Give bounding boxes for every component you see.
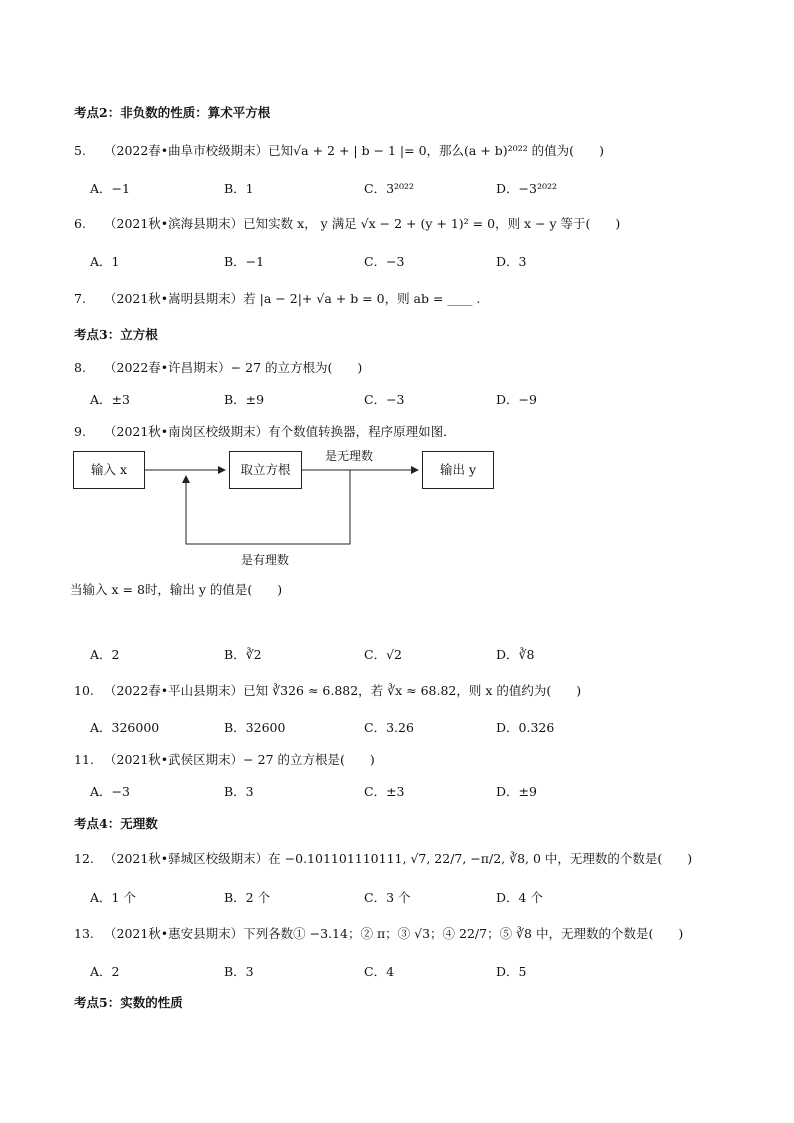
q10-option-b: B．32600 (224, 720, 286, 735)
question-5 (74, 141, 604, 159)
question-9-prompt: 当输入 x = 8时，输出 y 的值是( ) (70, 582, 283, 597)
q12-option-b: B．2 个 (224, 890, 271, 905)
question-number: 12. (74, 851, 94, 866)
question-text: （2021秋•驿城区校级期末）在 −0.101101110111, √7, 22/7, −π/2, ∛8, 0 中，无理数的个数是( ) (104, 851, 693, 866)
q11-option-a: A．−3 (90, 784, 130, 799)
section-heading-3: 考点3：立方根 (74, 327, 158, 342)
input-box: 输入 x (73, 451, 145, 489)
question-number: 6. (74, 216, 86, 231)
label-irrational: 是无理数 (325, 449, 374, 463)
q13-option-d: D．5 (496, 964, 527, 979)
output-box: 输出 y (422, 451, 494, 489)
q5-option-a: A．−1 (90, 181, 130, 196)
q8-option-b: B．±9 (224, 392, 265, 407)
section-heading-2: 考点2：非负数的性质：算术平方根 (74, 105, 271, 120)
question-number: 8. (74, 360, 86, 375)
q8-option-c: C．−3 (364, 392, 405, 407)
q8-option-d: D．−9 (496, 392, 537, 407)
question-text: （2022春•平山县期末）已知 ∛326 ≈ 6.882，若 ∛x ≈ 68.82，则 x 的值约为( ) (104, 683, 582, 698)
q9-option-a: A．2 (90, 647, 120, 662)
question-number: 7. (74, 291, 86, 306)
q11-option-d: D．±9 (496, 784, 537, 799)
q13-option-c: C．4 (364, 964, 395, 979)
q6-option-b: B．−1 (224, 254, 265, 269)
question-10 (74, 681, 581, 699)
q9-option-d: D．∛8 (496, 647, 535, 662)
q12-option-a: A．1 个 (90, 890, 136, 905)
q6-option-c: C．−3 (364, 254, 405, 269)
q5-option-b: B．1 (224, 181, 254, 196)
q11-option-c: C．±3 (364, 784, 405, 799)
label-rational: 是有理数 (241, 553, 290, 567)
q12-option-d: D．4 个 (496, 890, 543, 905)
question-number: 13. (74, 926, 94, 941)
question-text: （2021秋•嵩明县期末）若 |a − 2|+ √a + b = 0，则 ab = ____ . (104, 291, 481, 306)
question-number: 11. (74, 752, 94, 767)
q13-option-b: B．3 (224, 964, 254, 979)
question-number: 5. (74, 143, 86, 158)
section-heading-4: 考点4：无理数 (74, 816, 158, 831)
q11-option-b: B．3 (224, 784, 254, 799)
question-text: （2021秋•武侯区期末）− 27 的立方根是( ) (104, 752, 375, 767)
q5-option-c: C．3²⁰²² (364, 181, 415, 196)
question-8 (74, 358, 362, 376)
q6-option-d: D．3 (496, 254, 527, 269)
q10-option-d: D．0.326 (496, 720, 555, 735)
question-text: （2021秋•惠安县期末）下列各数① −3.14；② π；③ √3；④ 22/7；⑤ ∛8 中，无理数的个数是( ) (104, 926, 684, 941)
question-6 (74, 214, 620, 232)
q5-option-d: D．−3²⁰²² (496, 181, 557, 196)
question-13 (74, 924, 683, 942)
q6-option-a: A．1 (90, 254, 120, 269)
cube-root-box: 取立方根 (229, 451, 302, 489)
question-text: （2021秋•滨海县期末）已知实数 x， y 满足 √x − 2 + (y + 1)² = 0，则 x − y 等于( ) (104, 216, 621, 231)
q9-option-b: B．∛2 (224, 647, 262, 662)
question-number: 10. (74, 683, 94, 698)
section-heading-5: 考点5：实数的性质 (74, 995, 183, 1010)
question-text: （2021秋•南岗区校级期末）有个数值转换器，程序原理如图． (104, 424, 456, 439)
q13-option-a: A．2 (90, 964, 120, 979)
q10-option-c: C．3.26 (364, 720, 414, 735)
q12-option-c: C．3 个 (364, 890, 411, 905)
q8-option-a: A．±3 (90, 392, 130, 407)
question-7 (74, 289, 480, 307)
q10-option-a: A．326000 (90, 720, 160, 735)
question-text: （2022春•许昌期末）− 27 的立方根为( ) (104, 360, 363, 375)
q9-option-c: C．√2 (364, 647, 402, 662)
question-12 (74, 849, 692, 867)
question-9 (74, 422, 456, 440)
question-number: 9. (74, 424, 86, 439)
question-11 (74, 750, 375, 768)
question-text: （2022春•曲阜市校级期末）已知√a + 2 + | b − 1 |= 0，那么(a + b)²⁰²² 的值为( ) (104, 143, 604, 158)
converter-flowchart (70, 444, 500, 574)
